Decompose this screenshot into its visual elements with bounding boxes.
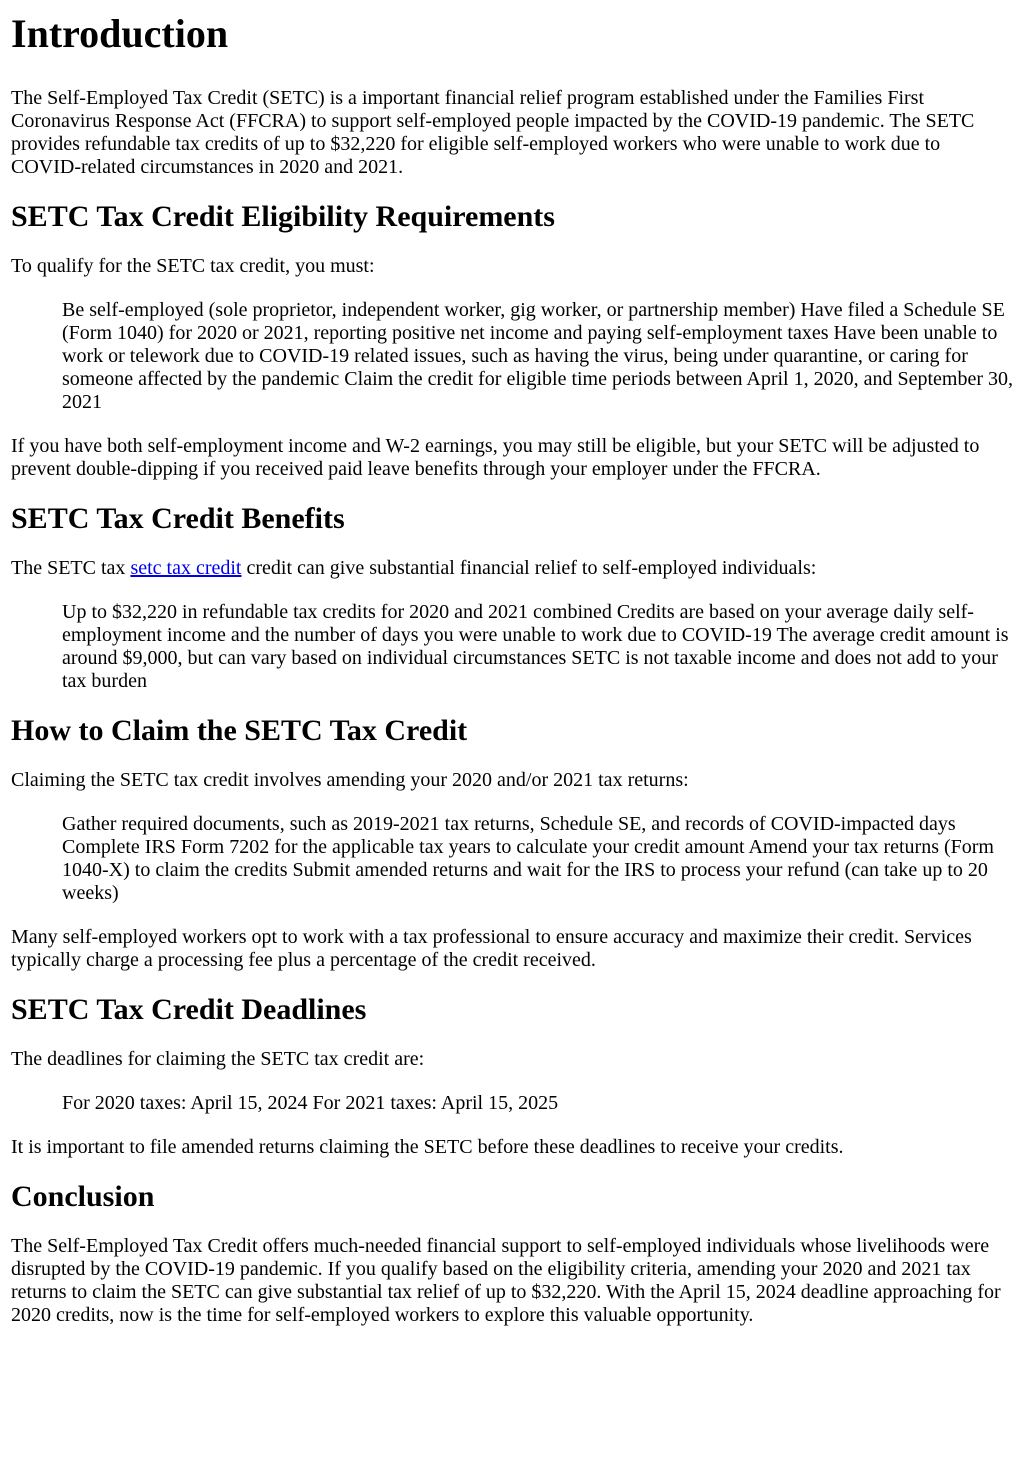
- eligibility-lead: To qualify for the SETC tax credit, you must:: [11, 255, 375, 277]
- eligibility-requirements-quote: Be self-employed (sole proprietor, independent worker, gig worker, or partnership member) Have filed a Schedule SE (Form 1040) for 2020 or 2021, reporting positive net income and paying self-employment taxes Have been unable to work or telework due to COVID-19 related issues, such as having the virus, being under quarantine, or caring for someone affected by the pandemic Claim the credit for eligible time periods between April 1, 2020, and September 30, 2021: [62, 299, 1014, 413]
- article: [0, 11, 1024, 1327]
- intro-heading: Introduction: [11, 11, 229, 56]
- claim-heading: How to Claim the SETC Tax Credit: [11, 714, 468, 747]
- eligibility-heading: SETC Tax Credit Eligibility Requirements: [11, 200, 555, 233]
- deadlines-quote: For 2020 taxes: April 15, 2024 For 2021 taxes: April 15, 2025: [62, 1092, 559, 1114]
- claim-steps-quote: Gather required documents, such as 2019-2021 tax returns, Schedule SE, and records of COVID-impacted days Complete IRS Form 7202 for the applicable tax years to calculate your credit amount Amend your tax returns (Form 1040-X) to claim the credits Submit amended returns and wait for the IRS to process your refund (can take up to 20 weeks): [62, 813, 994, 904]
- conclusion-heading: Conclusion: [11, 1180, 155, 1213]
- conclusion-paragraph: The Self-Employed Tax Credit offers much-needed financial support to self-employed individuals whose livelihoods were disrupted by the COVID-19 pandemic. If you qualify based on the eligibility criteria, amending your 2020 and 2021 tax returns to claim the SETC can give substantial tax relief of up to $32,220. With the April 15, 2024 deadline approaching for 2020 credits, now is the time for self-employed workers to explore this valuable opportunity.: [11, 1235, 1001, 1326]
- intro-paragraph: The Self-Employed Tax Credit (SETC) is a important financial relief program established under the Families First Coronavirus Response Act (FFCRA) to support self-employed people impacted by the COVID-19 pandemic. The SETC provides refundable tax credits of up to $32,220 for eligible self-employed workers who were unable to work due to COVID-related circumstances in 2020 and 2021.: [11, 87, 975, 178]
- benefits-quote: Up to $32,220 in refundable tax credits for 2020 and 2021 combined Credits are based on your average daily self-employment income and the number of days you were unable to work due to COVID-19 The average credit amount is around $9,000, but can vary based on individual circumstances SETC is not taxable income and does not add to your tax burden: [62, 601, 1009, 692]
- deadlines-note: It is important to file amended returns claiming the SETC before these deadlines to receive your credits.: [11, 1136, 844, 1158]
- benefits-heading: SETC Tax Credit Benefits: [11, 502, 345, 535]
- deadlines-heading: SETC Tax Credit Deadlines: [11, 993, 367, 1026]
- setc-tax-credit-link[interactable]: setc tax credit: [130, 557, 242, 579]
- claim-lead: Claiming the SETC tax credit involves amending your 2020 and/or 2021 tax returns:: [11, 769, 689, 791]
- deadlines-lead: The deadlines for claiming the SETC tax credit are:: [11, 1048, 425, 1070]
- claim-note: Many self-employed workers opt to work with a tax professional to ensure accuracy and maximize their credit. Services typically charge a processing fee plus a percentage of the credit received.: [11, 926, 972, 971]
- benefits-lead-end: credit can give substantial financial relief to self-employed individuals:: [241, 557, 817, 579]
- benefits-lead-start: The SETC tax: [11, 557, 131, 579]
- benefits-lead: [11, 557, 1014, 580]
- eligibility-note: If you have both self-employment income and W-2 earnings, you may still be eligible, but your SETC will be adjusted to prevent double-dipping if you received paid leave benefits through your employer under the FFCRA.: [11, 435, 980, 480]
